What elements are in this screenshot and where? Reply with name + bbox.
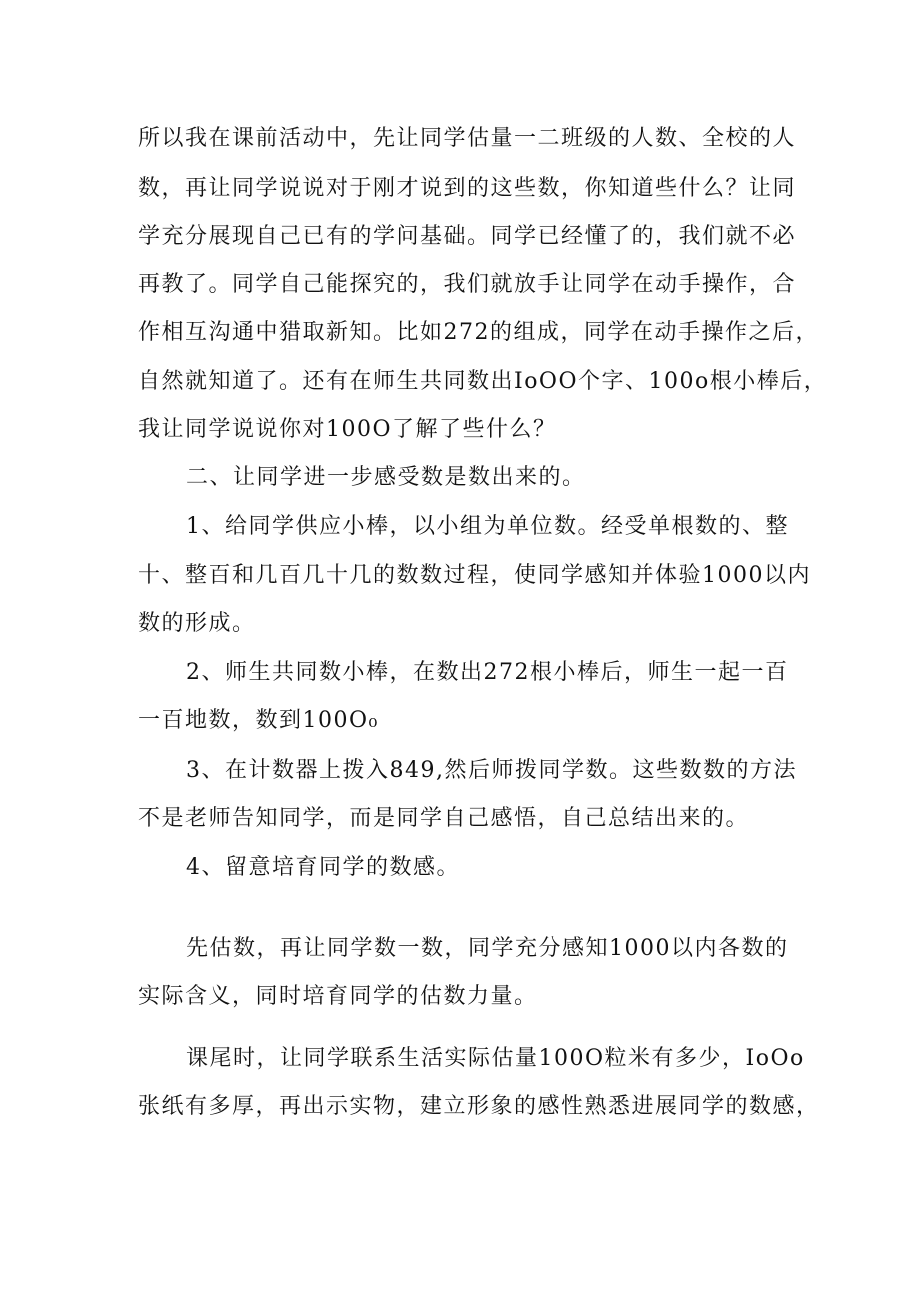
paragraph-ending: 课尾时，让同学联系生活实际估量100O粒米有多少，IoOo	[186, 1046, 805, 1071]
text-line: 不是老师告知同学，而是同学自己感悟，自己总结出来的。	[138, 806, 750, 831]
list-item-2: 2、师生共同数小棒，在数出272根小棒后，师生一起一百	[186, 660, 789, 685]
text-line: 实际含义，同时培育同学的估数力量。	[138, 984, 538, 1009]
list-item-3: 3、在计数器上拨入849,然后师拨同学数。这些数数的方法	[186, 758, 797, 783]
text-line: 一百地数，数到100O₀	[138, 708, 379, 733]
text-line: 张纸有多厚，再出示实物，建立形象的感性熟悉进展同学的数感，	[138, 1094, 820, 1119]
text-line: 数的形成。	[138, 611, 256, 636]
text-line: 作相互沟通中猎取新知。比如272的组成，同学在动手操作之后，	[138, 320, 819, 345]
text-line: 学充分展现自己已有的学问基础。同学已经懂了的，我们就不必	[138, 224, 797, 249]
section-heading: 二、让同学进一步感受数是数出来的。	[186, 465, 586, 490]
text-line: 自然就知道了。还有在师生共同数出IoOO个字、100o根小棒后，	[138, 369, 828, 394]
text-line: 再教了。同学自己能探究的，我们就放手让同学在动手操作，合	[138, 272, 797, 297]
paragraph-estimate: 先估数，再让同学数一数，同学充分感知1000以内各数的	[186, 936, 789, 961]
list-item-1: 1、给同学供应小棒，以小组为单位数。经受单根数的、整	[186, 514, 789, 539]
text-line: 我让同学说说你对100O了解了些什么？	[138, 417, 557, 442]
text-line: 十、整百和几百几十几的数数过程，使同学感知并体验1000以内	[138, 563, 811, 588]
text-line: 数，再让同学说说对于刚才说到的这些数，你知道些什么？让同	[138, 176, 797, 201]
list-item-4: 4、留意培育同学的数感。	[186, 855, 460, 880]
text-line: 所以我在课前活动中，先让同学估量一二班级的人数、全校的人	[138, 126, 797, 151]
